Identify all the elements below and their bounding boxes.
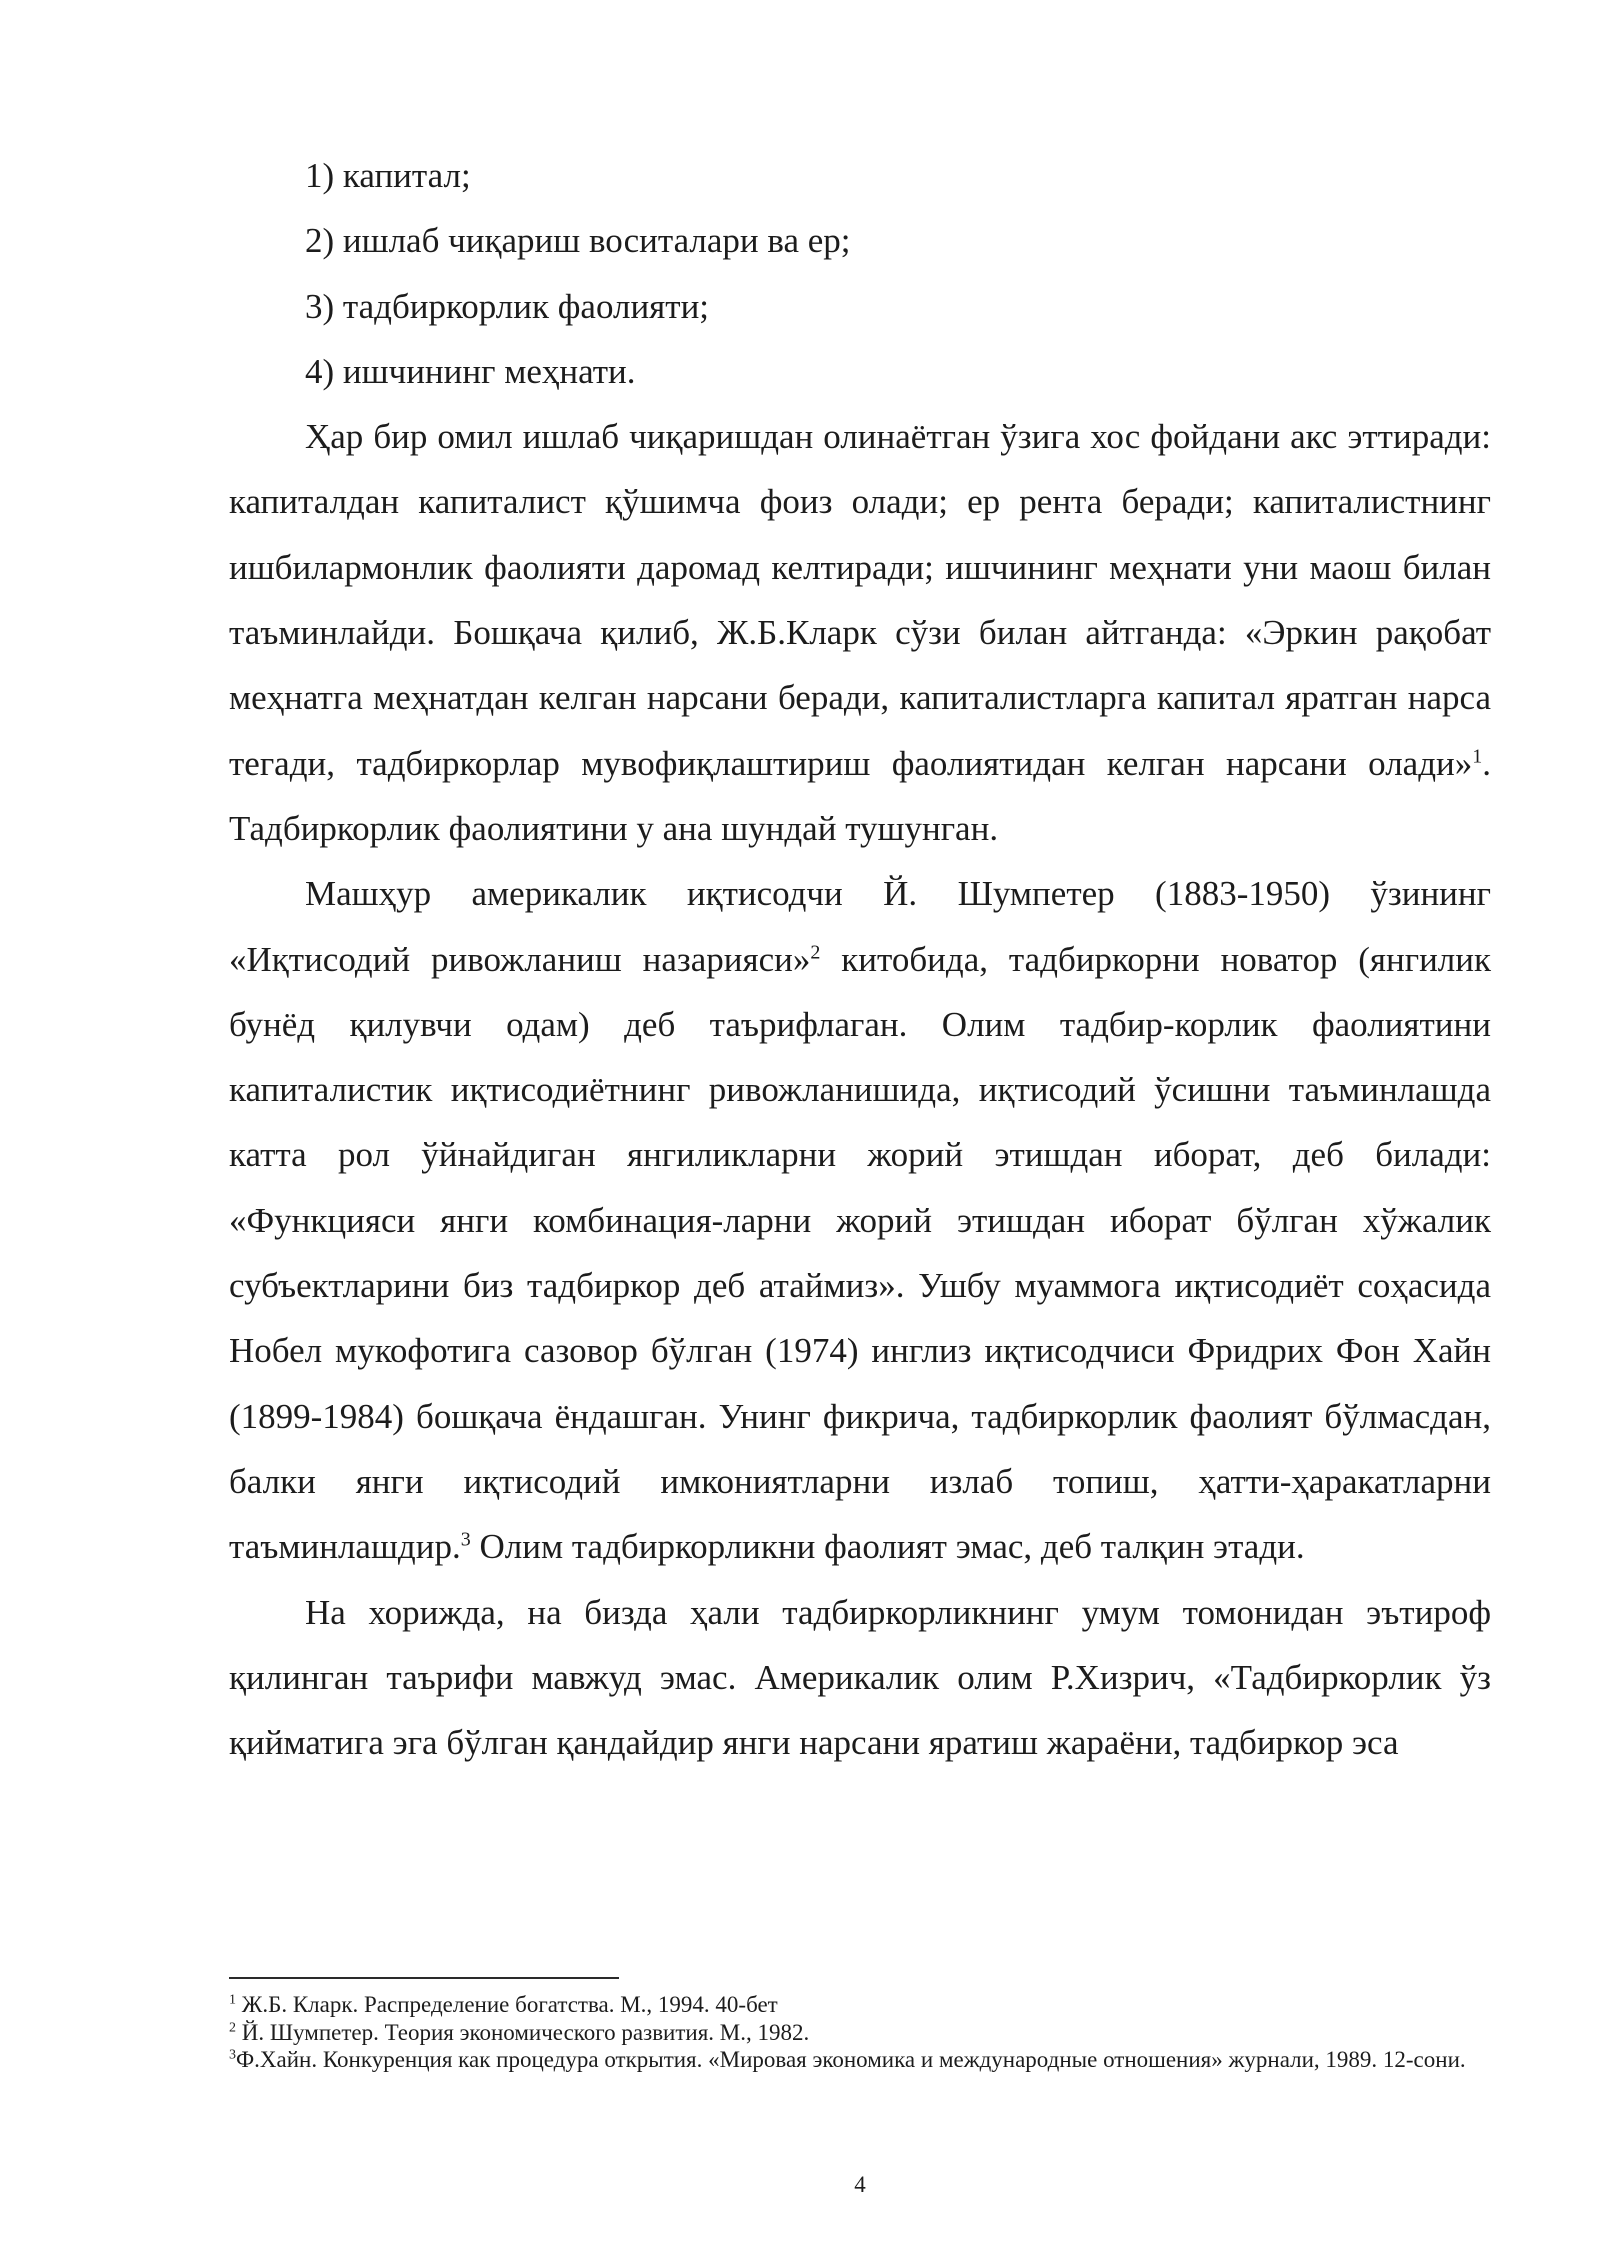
footnote-number: 2 (229, 2019, 236, 2035)
footnote-number: 3 (229, 2047, 236, 2063)
page-number: 4 (854, 2172, 866, 2197)
footnote (229, 2019, 1491, 2047)
footnote-text: Ф.Хайн. Конкуренция как процедура открытия. «Мировая экономика и международные отношения» журнали, 1989. 12-сони. (236, 2047, 1466, 2072)
paragraph-schumpeter (229, 861, 1491, 1579)
footnote-separator (229, 1977, 619, 1979)
paragraph-text: Машҳур америкалик иқтисодчи Й. Шумпетер (1883-1950) ўзининг «Иқтисодий ривожланиш назарияси» (229, 874, 1491, 979)
footnote (229, 1991, 1491, 2019)
footnote-text: Й. Шумпетер. Теория экономического развития. М., 1982. (236, 2019, 810, 2045)
paragraph-factors (229, 404, 1491, 861)
list-item: 2) ишлаб чиқариш воситалари ва ер; (305, 221, 851, 261)
body-text (229, 143, 1491, 1775)
footnote (229, 2046, 1491, 2074)
paragraph-text: Олим тадбиркорликни фаолият эмас, деб талқин этади. (470, 1527, 1305, 1567)
footnote-ref[interactable]: 3 (460, 1528, 471, 1551)
paragraph-text: Ҳар бир омил ишлаб чиқаришдан олинаётган ўзига хос фойдани акс эттиради: капиталдан капиталист қўшимча фоиз олади; ер рента беради; капиталистнинг ишбилармонлик фаолияти даромад келтиради; ишчининг меҳнати уни маош билан таъминлайди. Бошқача қилиб, Ж.Б.Кларк сўзи билан айтганда: «Эркин рақобат меҳнатга меҳнатдан келган нарсани беради, капиталистларга капитал яратган нарса тегади, тадбиркорлар мувофиқлаштириш фаолиятидан келган нарсани олади» (229, 417, 1491, 783)
footnote-text: Ж.Б. Кларк. Распределение богатства. М., 1994. 40-бет (236, 1992, 778, 2017)
list-item: 3) тадбиркорлик фаолияти; (305, 286, 710, 326)
footnotes (229, 1991, 1491, 2074)
paragraph-text: . Тадбиркорлик фаолиятини у ана шундай тушунган. (229, 743, 1491, 848)
footnote-number: 1 (229, 1992, 236, 2008)
paragraph-definition: На хорижда, на бизда ҳали тадбиркорликнинг умум томонидан эътироф қилинган таърифи мавжуд эмас. Америкалик олим Р.Хизрич, «Тадбиркорлик ўз қийматига эга бўлган қандайдир янги нарсани яратиш жараёни, тадбиркор эса (229, 1592, 1491, 1763)
footnote-ref[interactable]: 2 (810, 940, 821, 963)
footnote-ref[interactable]: 1 (1472, 745, 1483, 768)
paragraph-text: китобида, тадбиркорни новатор (янгилик бунёд қилувчи одам) деб таърифлаган. Олим тадбир-корлик фаолиятини капиталистик иқтисодиётнинг ривожланишида, иқтисодий ўсишни таъминлашда катта рол ўйнайдиган янгиликларни жорий этишдан иборат, деб билади: «Функцияси янги комбинация-ларни жорий этишдан иборат бўлган хўжалик субъектларини биз тадбиркор деб атаймиз». Ушбу муаммога иқтисодиёт соҳасида Нобел мукофотига сазовор бўлган (1974) инглиз иқтисодчиси Фридрих Фон Хайн (1899-1984) бошқача ёндашган. Унинг фикрича, тадбиркорлик фаолият бўлмасдан, балки янги иқтисодий имкониятларни излаб топиш, ҳатти-ҳаракатларни таъминлашдир. (229, 939, 1491, 1567)
list-item: 4) ишчининг меҳнати. (305, 351, 636, 391)
list-item: 1) капитал; (305, 156, 471, 195)
